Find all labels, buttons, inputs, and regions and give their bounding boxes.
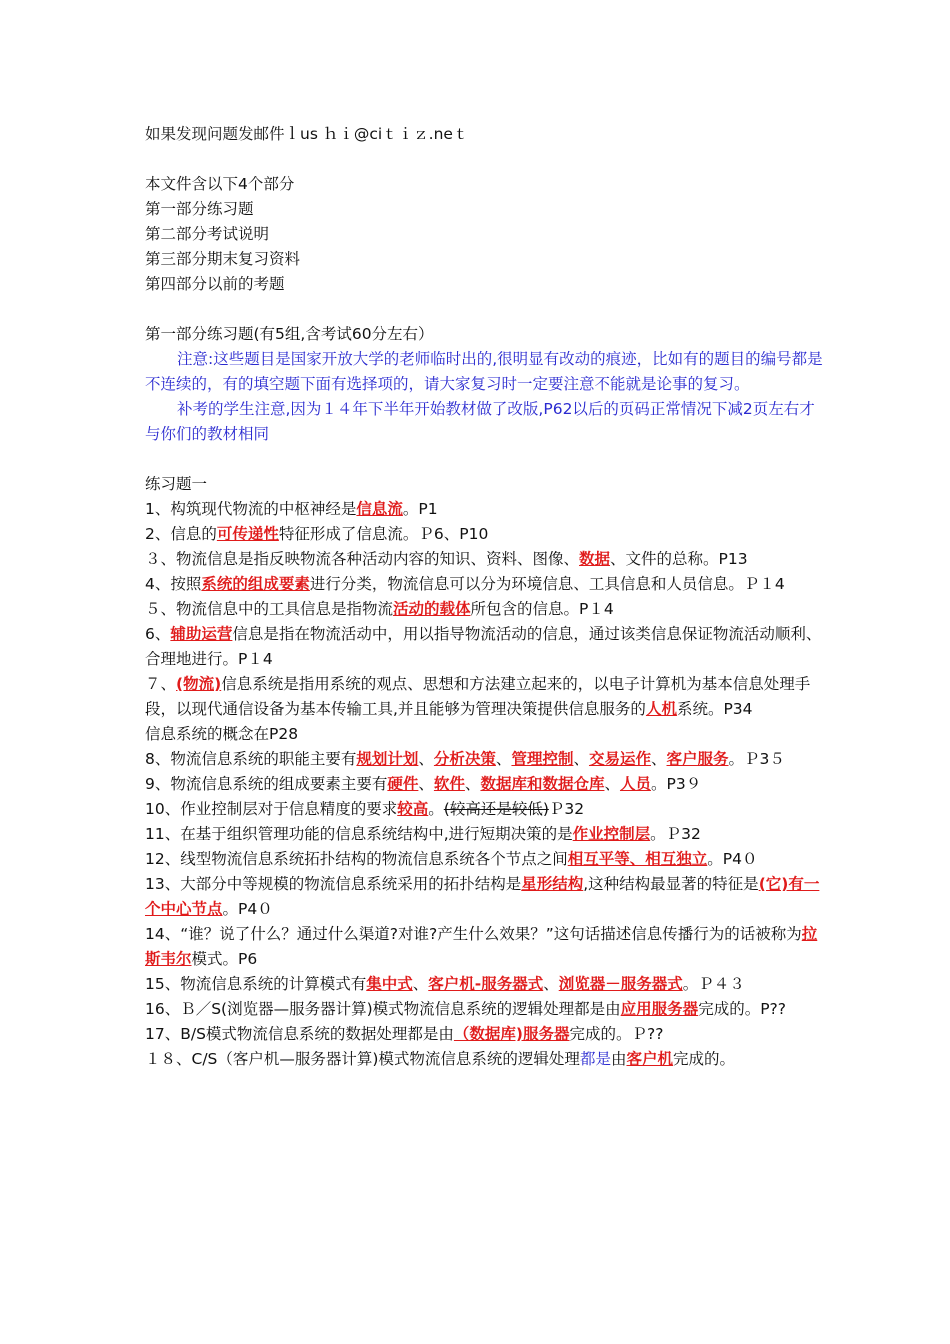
answer: 集中式 <box>366 975 413 993</box>
separator: 、 <box>495 750 512 768</box>
question-text: 1、构筑现代物流的中枢神经是 <box>145 500 357 518</box>
answer: 客户机-服务器式 <box>428 975 544 993</box>
answer: (物流) <box>176 675 222 693</box>
answer: 应用服务器 <box>620 1000 699 1018</box>
answer: 可传递性 <box>216 525 279 543</box>
answer: 辅助运营 <box>170 625 233 643</box>
question-7 <box>145 672 825 722</box>
question-text: 完成的。Ｐ?? <box>569 1025 664 1043</box>
answer: 相互平等、相互独立 <box>567 850 708 868</box>
answer: 硬件 <box>387 775 419 793</box>
separator: 、 <box>418 750 434 768</box>
question-4 <box>145 572 825 597</box>
separator: 、 <box>464 775 481 793</box>
question-text: 所包含的信息。P１4 <box>470 600 614 618</box>
question-text: 10、作业控制层对于信息精度的要求 <box>145 800 398 818</box>
question-8 <box>145 747 825 772</box>
question-text: 完成的。 <box>672 1050 735 1068</box>
question-text: 由 <box>610 1050 627 1068</box>
answer: 客户机 <box>626 1050 673 1068</box>
contact-line: 如果发现问题发邮件ｌus ｈｉ@ciｔｉｚ.neｔ <box>145 125 469 143</box>
exercise-title: 练习题一 <box>145 475 208 493</box>
answer: 分析决策 <box>433 750 496 768</box>
question-text: 特征形成了信息流。Ｐ6、P10 <box>278 525 489 543</box>
question-text: 11、在基于组织管理功能的信息系统结构中,进行短期决策的是 <box>145 825 573 843</box>
highlighted-text: 都是 <box>579 1050 611 1068</box>
answer: 作业控制层 <box>572 825 651 843</box>
part-item: 第二部分考试说明 <box>145 225 270 243</box>
question-14 <box>145 922 825 972</box>
question-text: 。P4０ <box>222 900 273 918</box>
question-text: 6、 <box>145 625 171 643</box>
question-text: 模式。P6 <box>191 950 258 968</box>
answer: 客户服务 <box>666 750 729 768</box>
reference-note: 信息系统的概念在P28 <box>145 725 299 743</box>
question-text: 信息系统是指用系统的观点、思想和方法建立起来的，以电子计算机为基本信息处理手段，以现代通信设备为基本传输工具,并且能够为管理决策提供信息服务的 <box>145 675 811 718</box>
answer: 人员 <box>619 775 651 793</box>
answer: 活动的载体 <box>393 600 471 618</box>
question-9 <box>145 772 825 797</box>
spacer <box>145 147 825 172</box>
document-page <box>145 122 825 1072</box>
question-1 <box>145 497 825 522</box>
part-item: 第四部分以前的考题 <box>145 275 285 293</box>
question-2 <box>145 522 825 547</box>
answer: (它)有一个中心节点 <box>145 875 820 918</box>
answer: （数据库)服务器 <box>453 1025 570 1043</box>
answer: 信息流 <box>356 500 403 518</box>
separator: 、 <box>543 975 559 993</box>
question-11 <box>145 822 825 847</box>
answer: 浏览器－服务器式 <box>558 975 683 993</box>
question-12 <box>145 847 825 872</box>
answer: 数据 <box>579 550 611 568</box>
answer: 人机 <box>645 700 677 718</box>
question-18 <box>145 1047 825 1072</box>
question-text: 9、物流信息系统的组成要素主要有 <box>145 775 388 793</box>
question-text: 2、信息的 <box>145 525 217 543</box>
separator: 、 <box>604 775 620 793</box>
question-6 <box>145 622 825 672</box>
part-item: 第三部分期末复习资料 <box>145 250 301 268</box>
question-3 <box>145 547 825 572</box>
question-16 <box>145 997 825 1022</box>
question-text: 4、按照 <box>145 575 202 593</box>
part-item: 第一部分练习题 <box>145 200 254 218</box>
separator: 、 <box>418 775 434 793</box>
answer: 较高 <box>397 800 429 818</box>
answer: 软件 <box>433 775 465 793</box>
answer: 数据库和数据仓库 <box>480 775 605 793</box>
question-text: 系统。P34 <box>676 700 753 718</box>
question-5 <box>145 597 825 622</box>
notice-paragraph: 注意:这些题目是国家开放大学的老师临时出的,很明显有改动的痕迹，比如有的题目的编号都是不连续的，有的填空题下面有选择项的，请大家复习时一定要注意不能就是论事的复习。 <box>145 350 823 393</box>
question-10 <box>145 797 825 822</box>
makeup-notice-paragraph: 补考的学生注意,因为１４年下半年开始教材做了改版,P62以后的页码正常情况下减2页左右才与你们的教材相同 <box>145 400 815 443</box>
question-text: 15、物流信息系统的计算模式有 <box>145 975 367 993</box>
question-text: 。P4０ <box>707 850 758 868</box>
question-text: 。P3９ <box>650 775 702 793</box>
question-text: 。P1 <box>402 500 438 518</box>
question-text: 。Ｐ3５ <box>728 750 785 768</box>
intro-summary: 本文件含以下4个部分 <box>145 175 295 193</box>
question-text: 、文件的总称。P13 <box>610 550 748 568</box>
question-text: 17、B/S模式物流信息系统的数据处理都是由 <box>145 1025 454 1043</box>
question-text: 。 <box>428 800 444 818</box>
question-text: 8、物流信息系统的职能主要有 <box>145 750 357 768</box>
question-text: １８、C/S（客户机—服务器计算)模式物流信息系统的逻辑处理 <box>145 1050 580 1068</box>
question-text: ,这种结构最显著的特征是 <box>583 875 759 893</box>
question-text: 进行分类，物流信息可以分为环境信息、工具信息和人员信息。Ｐ１4 <box>309 575 785 593</box>
question-text: ３、物流信息是指反映物流各种活动内容的知识、资料、图像、 <box>145 550 580 568</box>
answer: 星形结构 <box>521 875 584 893</box>
question-text: 13、大部分中等规模的物流信息系统采用的拓扑结构是 <box>145 875 522 893</box>
question-text: Ｐ32 <box>548 800 585 818</box>
struck-text: (较高还是较低) <box>443 800 549 818</box>
answer: 拉斯韦尔 <box>145 925 818 968</box>
question-text: 14、“谁？说了什么？通过什么渠道?对谁?产生什么效果？”这句话描述信息传播行为的话被称为 <box>145 925 802 943</box>
question-15 <box>145 972 825 997</box>
question-text: ７、 <box>145 675 177 693</box>
separator: 、 <box>650 750 667 768</box>
spacer <box>145 447 825 472</box>
spacer <box>145 297 825 322</box>
question-text: 。Ｐ４３ <box>682 975 745 993</box>
question-17 <box>145 1022 825 1047</box>
answer: 交易运作 <box>588 750 651 768</box>
question-text: 12、线型物流信息系统拓扑结构的物流信息系统各个节点之间 <box>145 850 568 868</box>
question-text: 信息是指在物流活动中，用以指导物流活动的信息，通过该类信息保证物流活动顺利、合理地进行。P１4 <box>145 625 822 668</box>
answer: 规划计划 <box>356 750 419 768</box>
question-text: ５、物流信息中的工具信息是指物流 <box>145 600 394 618</box>
separator: 、 <box>412 975 429 993</box>
answer: 系统的组成要素 <box>201 575 310 593</box>
question-text: 。Ｐ32 <box>650 825 701 843</box>
question-text: 完成的。P?? <box>698 1000 786 1018</box>
question-13 <box>145 872 825 922</box>
answer: 管理控制 <box>511 750 574 768</box>
section-heading: 第一部分练习题(有5组,含考试60分左右） <box>145 325 434 343</box>
question-text: 16、Ｂ／S(浏览器—服务器计算)模式物流信息系统的逻辑处理都是由 <box>145 1000 621 1018</box>
separator: 、 <box>573 750 589 768</box>
